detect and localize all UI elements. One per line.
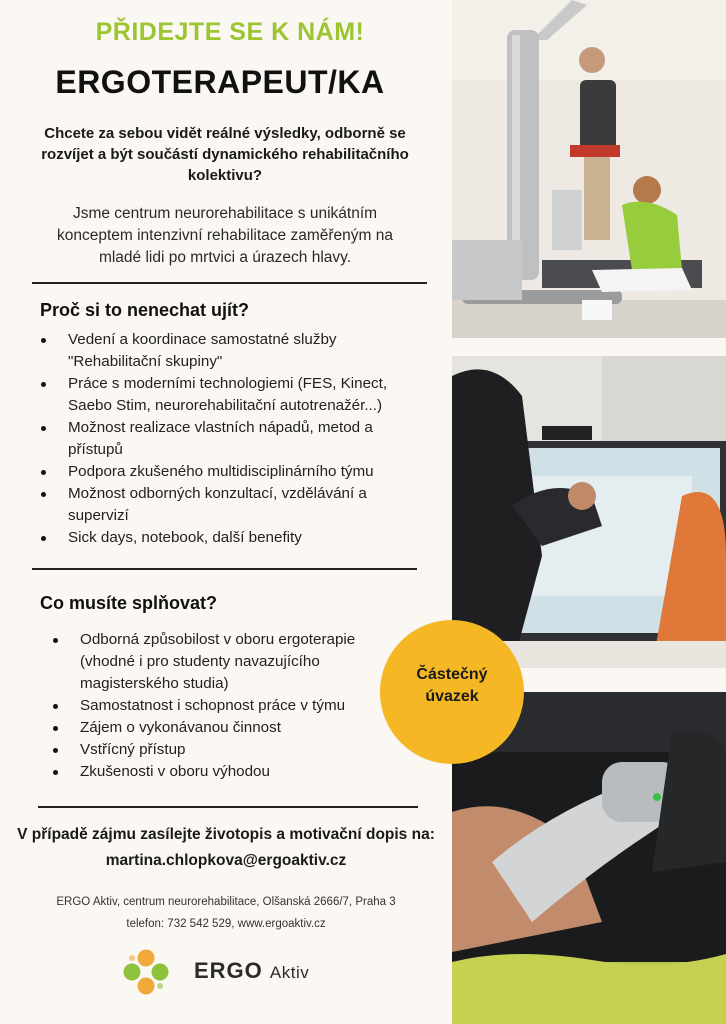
list-item: Možnost realizace vlastních nápadů, metod a přístupů — [38, 417, 438, 461]
list-item: Vstřícný přístup — [50, 739, 400, 761]
benefits-heading: Proč si to nenechat ujít? — [40, 300, 250, 320]
gait-trainer-photo — [452, 0, 726, 338]
kicker-heading: PŘIDEJTE SE K NÁM! — [95, 18, 365, 46]
lead-line: kolektivu? — [187, 167, 263, 184]
footer-contact: telefon: 732 542 529, www.ergoaktiv.cz — [126, 918, 326, 930]
divider — [32, 568, 417, 570]
benefits-list — [38, 329, 438, 549]
divider — [32, 282, 427, 284]
page-title: ERGOTERAPEUT/KA — [55, 64, 385, 100]
intro-line: konceptem intenzivní rehabilitace zaměřeným na — [56, 227, 393, 244]
intro-line: mladé lidi po mrtvici a úrazech hlavy. — [98, 249, 352, 266]
lead-paragraph — [25, 123, 425, 186]
list-item: Práce s moderními technologiemi (FES, Kinect, Saebo Stim, neurorehabilitační autotrenažér...) — [38, 373, 438, 417]
logo-wordmark: ERGO Aktiv — [194, 958, 310, 983]
list-item: Odborná způsobilost v oboru ergoterapie (vhodné i pro studenty navazujícího magisterského studia) — [50, 629, 400, 695]
email-link[interactable]: martina.chlopkova@ergoaktiv.cz — [105, 852, 347, 869]
lead-line: rozvíjet a být součástí dynamického rehabilitačního — [41, 146, 409, 163]
list-item: Možnost odborných konzultací, vzdělávání a supervizí — [38, 483, 438, 527]
list-item: Samostatnost i schopnost práce v týmu — [50, 695, 400, 717]
requirements-heading: Co musíte splňovat? — [40, 593, 218, 613]
list-item: Sick days, notebook, další benefity — [38, 527, 438, 549]
list-item: Zkušenosti v oboru výhodou — [50, 761, 400, 783]
list-item: Zájem o vykonávanou činnost — [50, 717, 400, 739]
footer-address: ERGO Aktiv, centrum neurorehabilitace, Olšanská 2666/7, Praha 3 — [56, 896, 396, 908]
requirements-list — [50, 629, 400, 783]
intro-line: Jsme centrum neurorehabilitace s unikátním — [72, 205, 378, 222]
intro-paragraph — [25, 203, 425, 269]
kinect-screen-photo — [452, 356, 726, 668]
lead-line: Chcete za sebou vidět reálné výsledky, odborně se — [44, 125, 406, 142]
cta-block — [0, 822, 452, 874]
divider — [38, 806, 418, 808]
badge-text: Částečný úvazek — [416, 666, 488, 705]
list-item: Vedení a koordinace samostatné služby "Rehabilitační skupiny" — [38, 329, 438, 373]
cta-text: V případě zájmu zasílejte životopis a motivační dopis na: — [17, 826, 435, 843]
list-item: Podpora zkušeného multidisciplinárního týmu — [38, 461, 438, 483]
